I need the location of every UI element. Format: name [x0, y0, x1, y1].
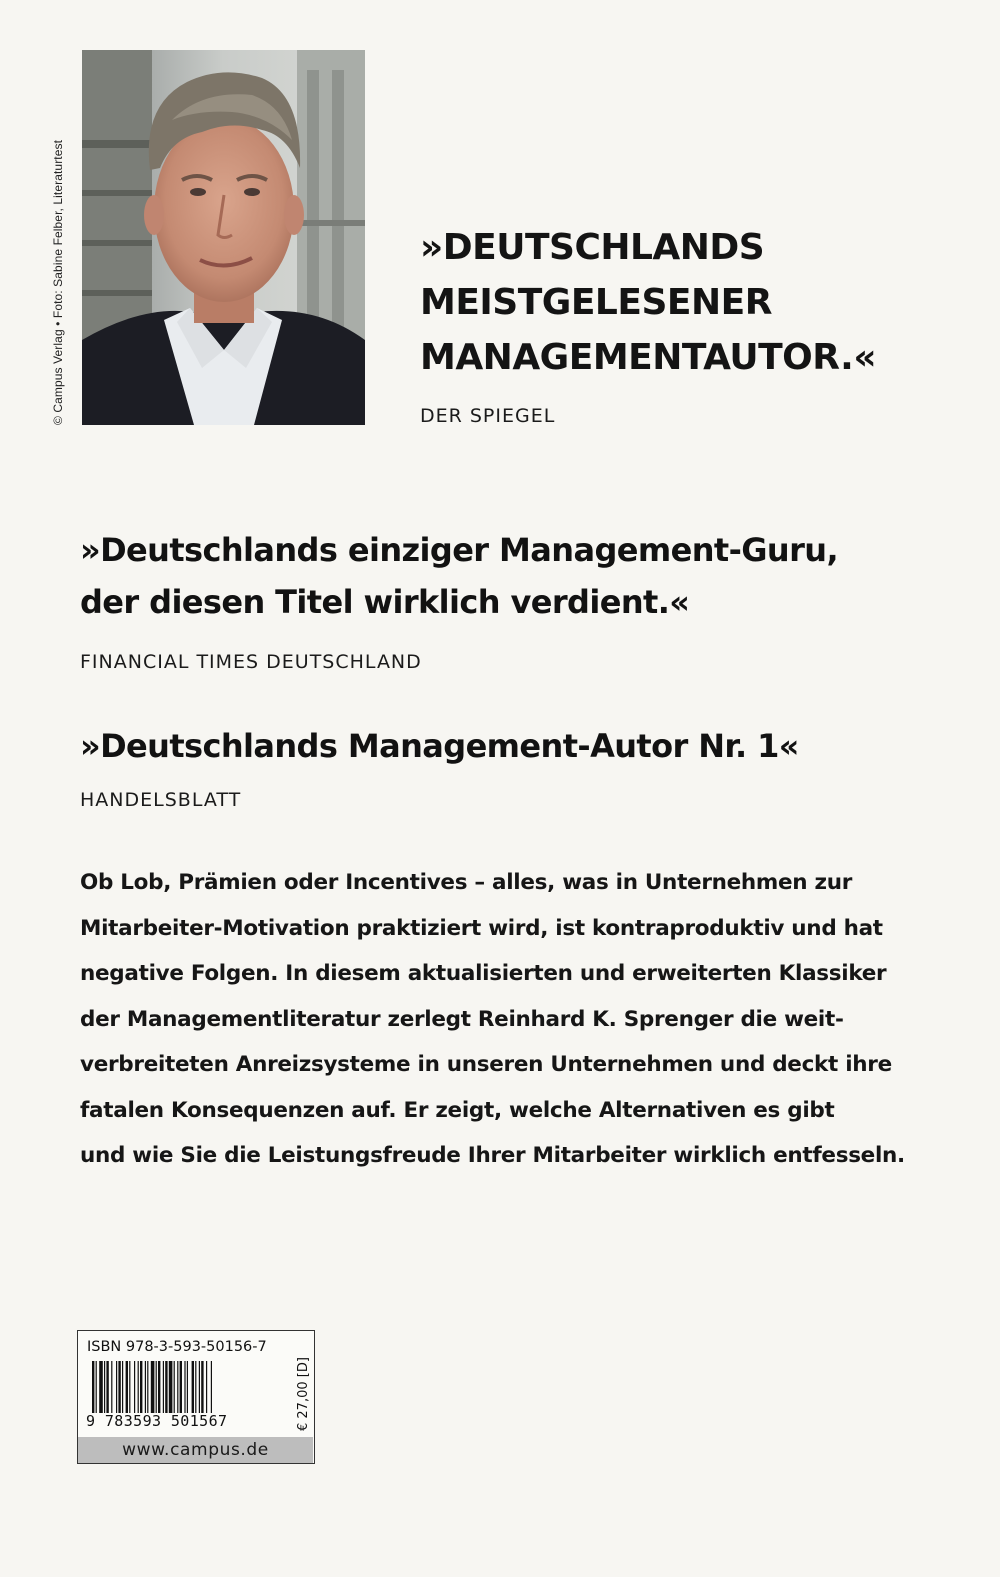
- barcode-digits: 9 783593 501567: [86, 1412, 228, 1430]
- spiegel-quote-line: »DEUTSCHLANDS: [420, 227, 765, 268]
- barcode-stripe: [195, 1361, 196, 1413]
- barcode-stripe: [118, 1361, 120, 1413]
- description-line: und wie Sie die Leistungsfreude Ihrer Mitarbeiter wirklich entfesseln.: [80, 1143, 905, 1168]
- barcode-stripe: [145, 1361, 146, 1413]
- spiegel-source: DER SPIEGEL: [420, 405, 556, 427]
- description-line: Mitarbeiter-Motivation praktiziert wird, ist kontraproduktiv und hat: [80, 915, 883, 941]
- barcode-stripe: [129, 1361, 130, 1413]
- ftd-quote: [80, 524, 838, 628]
- barcode-stripe: [206, 1361, 207, 1413]
- barcode-stripe: [177, 1361, 178, 1413]
- barcode-stripe: [169, 1361, 173, 1413]
- handelsblatt-quote-line: »Deutschlands Management-Autor Nr. 1«: [80, 727, 799, 765]
- barcode-stripe: [199, 1361, 200, 1413]
- barcode-stripe: [138, 1361, 139, 1413]
- spiegel-quote-line: MANAGEMENTAUTOR.«: [420, 337, 877, 378]
- spiegel-quote: [420, 220, 876, 385]
- barcode-stripe: [106, 1361, 108, 1413]
- barcode-stripe: [187, 1361, 188, 1413]
- barcode-stripe: [156, 1361, 157, 1413]
- barcode-stripe: [184, 1361, 185, 1413]
- description-line: negative Folgen. In diesem aktualisierten und erweiterten Klassiker: [80, 961, 887, 986]
- barcode-stripe: [122, 1361, 123, 1413]
- description-line: der Managementliteratur zerlegt Reinhard K. Sprenger die weit-: [80, 1006, 844, 1032]
- book-description: [80, 860, 920, 1179]
- barcode-stripe: [140, 1361, 142, 1413]
- barcode-stripe: [111, 1361, 112, 1413]
- handelsblatt-source: HANDELSBLATT: [80, 789, 242, 811]
- barcode-stripe: [163, 1361, 164, 1413]
- barcode-stripe: [116, 1361, 117, 1413]
- handelsblatt-quote: [80, 720, 799, 772]
- barcode-stripe: [158, 1361, 160, 1413]
- barcode-stripe: [174, 1361, 175, 1413]
- publisher-url: www.campus.de: [78, 1437, 313, 1463]
- photo-credit: © Campus Verlag • Foto: Sabine Felber, Literaturtest: [51, 139, 65, 425]
- barcode-stripe: [192, 1361, 194, 1413]
- barcode-box: [77, 1330, 315, 1464]
- author-photo: [82, 50, 365, 425]
- isbn-label: ISBN 978-3-593-50156-7: [87, 1339, 267, 1355]
- barcode-stripe: [165, 1361, 167, 1413]
- barcode-stripe: [104, 1361, 105, 1413]
- price-label: € 27,00 [D]: [296, 1357, 311, 1431]
- description-line: Ob Lob, Prämien oder Incentives – alles, was in Unternehmen zur: [80, 870, 853, 895]
- barcode-stripe: [211, 1361, 212, 1413]
- barcode-stripe: [126, 1361, 128, 1413]
- ftd-quote-line: der diesen Titel wirklich verdient.«: [80, 583, 690, 621]
- barcode-stripe: [201, 1361, 203, 1413]
- ftd-source: FINANCIAL TIMES DEUTSCHLAND: [80, 651, 422, 673]
- barcode-stripe: [147, 1361, 148, 1413]
- barcode-bars: [92, 1361, 282, 1413]
- barcode-stripe: [92, 1361, 94, 1413]
- description-line: verbreiteten Anreizsysteme in unseren Unternehmen und deckt ihre: [80, 1052, 892, 1077]
- barcode-stripe: [96, 1361, 97, 1413]
- barcode-stripe: [99, 1361, 103, 1413]
- barcode-stripe: [180, 1361, 182, 1413]
- barcode-stripe: [151, 1361, 155, 1413]
- spiegel-quote-line: MEISTGELESENER: [420, 282, 772, 323]
- description-line: fatalen Konsequenzen auf. Er zeigt, welche Alternativen es gibt: [80, 1097, 835, 1123]
- ftd-quote-line: »Deutschlands einziger Management-Guru,: [80, 531, 839, 569]
- barcode-stripe: [134, 1361, 135, 1413]
